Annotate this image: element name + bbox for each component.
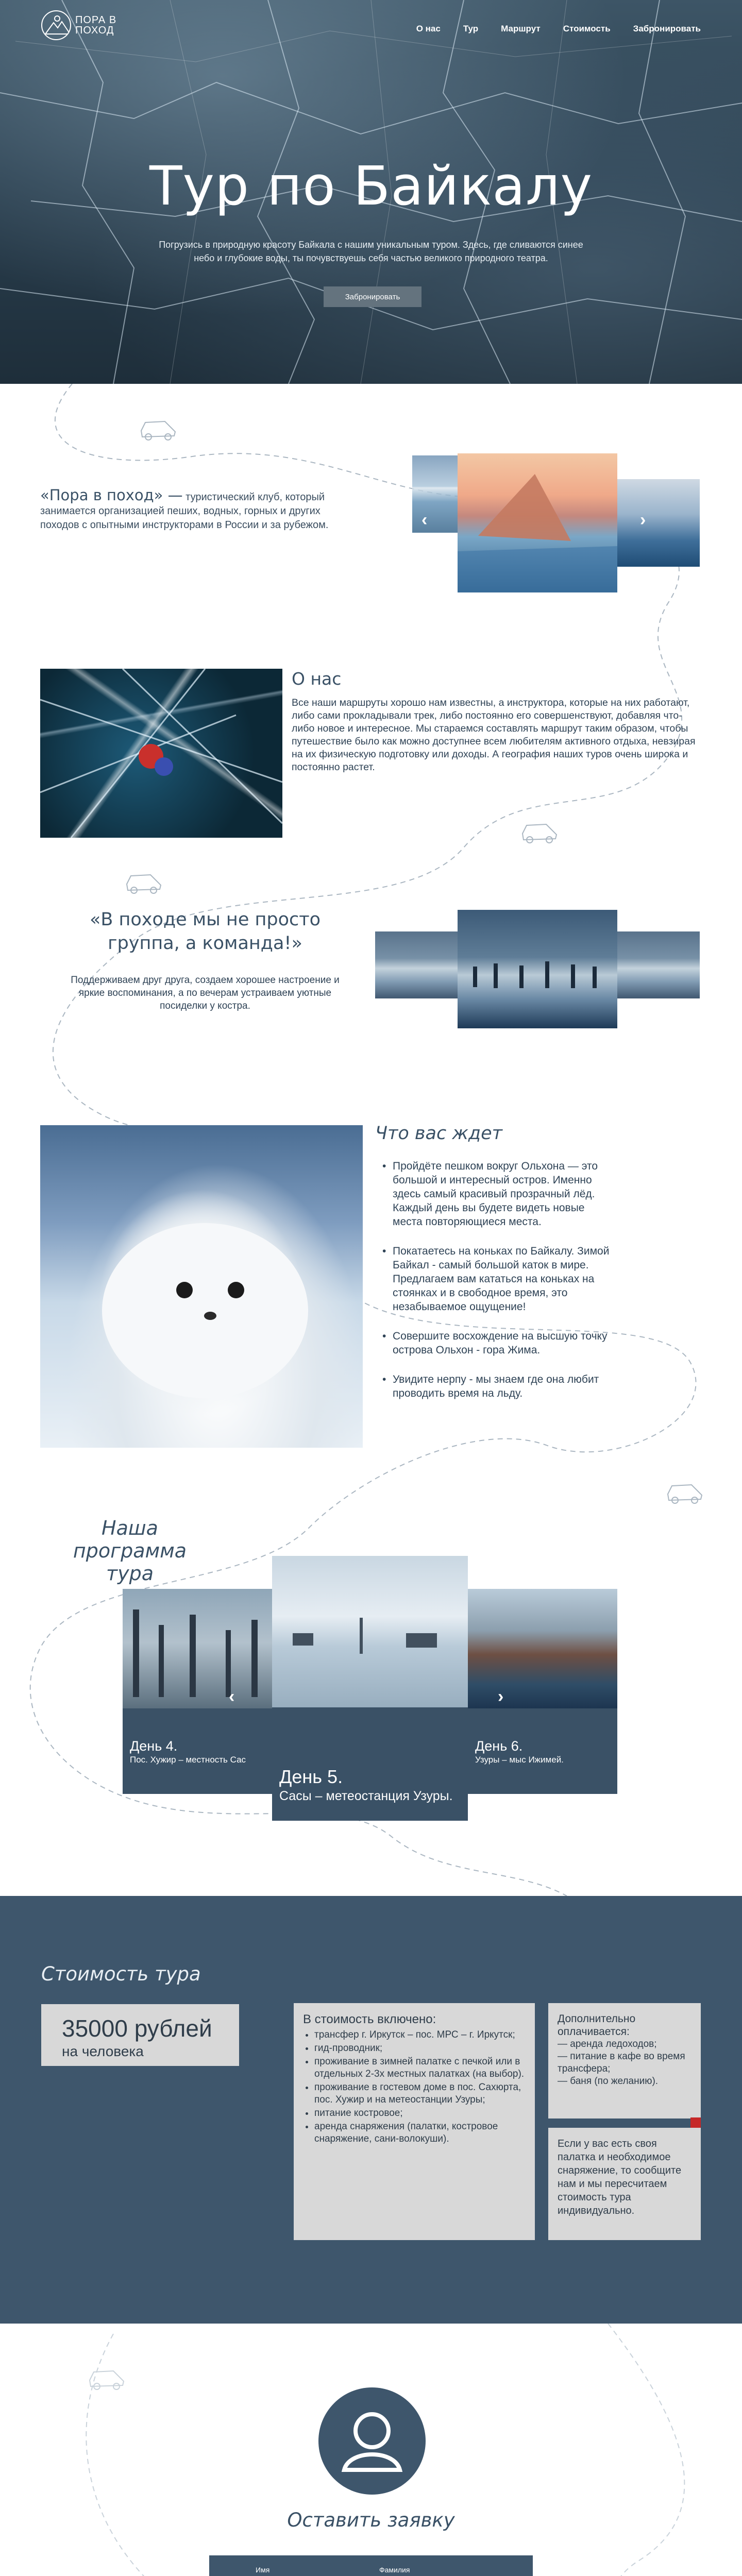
logo-line-2: ПОХОД [75, 25, 114, 36]
program-card-photo [123, 1589, 272, 1708]
nav-price[interactable]: Стоимость [563, 24, 611, 33]
team-title: «В походе мы не просто группа, а команда!» [89, 909, 321, 954]
program-title-line-2: тура [106, 1562, 154, 1585]
hero-book-button[interactable]: Забронировать [324, 286, 421, 307]
expect-list [381, 1159, 615, 1416]
hero-section [0, 0, 742, 384]
expect-item: • Увидите нерпу - мы знаем где она любит проводить время на льду. [381, 1372, 615, 1400]
slider-photo-right [617, 479, 700, 567]
jeep-icon-3 [124, 869, 164, 894]
program-card-day: День 4. [130, 1738, 178, 1754]
nav-about[interactable]: О нас [416, 24, 441, 33]
form-title: Оставить заявку [287, 2509, 455, 2531]
slider-photo-main [458, 453, 617, 592]
about-title: О нас [292, 669, 342, 689]
intro-text [40, 488, 349, 532]
intro-lead: «Пора в поход» — [40, 486, 183, 504]
request-form [209, 2555, 533, 2576]
jeep-icon [138, 415, 178, 441]
team-text: Поддерживаем друг друга, создаем хорошее настроение и яркие воспоминания, а по вечерам устраиваем уютные посиделки у костра. [71, 975, 340, 1011]
about-text: Все наши маршруты хорошо нам известны, а инструктора, которые на них работают, либо сами прокладывали трек, либо постоянно его совершенствуют, добавляя что-либо новое и интересное. Мы стараемся составлять маршрут таким образом, чтобы путешествие было как можно доступнее всем любителям активного отдыха, невзирая на их физическую подготовку или доходы. А география наших туров очень широка и постоянно растет. [292, 697, 696, 773]
logo-text [75, 15, 116, 36]
program-card-desc: Сасы – метеостанция Узуры. [279, 1789, 453, 1803]
slider-next-arrow[interactable]: › [640, 510, 646, 530]
about-photo [40, 669, 282, 838]
price-included-title: В стоимость включено: [303, 2012, 436, 2026]
price-per: на человека [62, 2043, 144, 2059]
extra-item: — питание в кафе во время трансфера; [558, 2051, 685, 2074]
program-card-day-4 [123, 1589, 272, 1794]
program-title [42, 1517, 217, 1585]
program-card-desc: Пос. Хужир – местность Сас [130, 1755, 246, 1765]
extra-item: — баня (по желанию). [558, 2076, 659, 2087]
nav-book[interactable]: Забронировать [633, 24, 701, 33]
price-note-box: Если у вас есть своя палатка и необходимое снаряжение, то сообщите нам и мы пересчитаем стоимость тура индивидуально. [548, 2128, 701, 2240]
price-included-box [294, 2003, 535, 2240]
included-item: • питание костровое; [314, 2107, 526, 2120]
included-item: • проживание в гостевом доме в пос. Сахюрта, пос. Хужир и на метеостанции Узуры; [314, 2081, 526, 2106]
logo[interactable] [41, 10, 116, 40]
expect-item: • Совершите восхождение на высшую точку острова Ольхон - гора Жима. [381, 1329, 615, 1357]
nav-route[interactable]: Маршрут [501, 24, 541, 33]
slider-prev-arrow[interactable]: ‹ [421, 510, 428, 530]
price-extra-title: Дополнительно оплачивается: [558, 2013, 636, 2038]
program-card-photo [272, 1556, 468, 1707]
seal-photo [40, 1125, 363, 1448]
program-prev-arrow[interactable]: ‹ [229, 1687, 235, 1706]
intro-body: туристический клуб, который занимается организацией пеших, водных, горных и других походов с опытными инструкторами в России и за рубежом. [40, 492, 329, 531]
name-field[interactable]: Имя [256, 2566, 359, 2576]
main-nav [416, 24, 701, 34]
jeep-icon-2 [519, 818, 560, 844]
program-card-day-6 [468, 1589, 617, 1794]
program-card-day: День 6. [475, 1738, 523, 1754]
included-item: • трансфер г. Иркутск – пос. МРС – г. Иркутск; [314, 2029, 526, 2041]
extra-item: — аренда ледоходов; [558, 2039, 657, 2049]
program-card-day-5 [272, 1556, 468, 1821]
price-extra-box [548, 2003, 701, 2119]
program-card-day: День 5. [279, 1766, 343, 1787]
hero-subtitle: Погрузись в природную красоту Байкала с нашим уникальным туром. Здесь, где сливаются синее небо и глубокие воды, ты почувствуешь себя частью великого природного театра. [159, 240, 583, 263]
team-photo-left [375, 931, 458, 998]
jeep-icon-5 [87, 2365, 127, 2391]
included-item: • проживание в зимней палатке с печкой или в отдельных 2-3х местных палатках (на выбор). [314, 2056, 526, 2080]
included-item: • аренда снаряжения (палатки, костровое снаряжение, сани-волокуши). [314, 2121, 526, 2145]
expect-item: • Покатаетесь на коньках по Байкалу. Зимой Байкал - самый большой каток в мире. Предлагаем вам кататься на коньках на стоянках и в свободное время, это незабываемое ощущение! [381, 1244, 615, 1314]
user-avatar-icon [318, 2387, 426, 2495]
expect-item: • Пройдёте пешком вокруг Ольхона — это большой и интересный остров. Именно здесь самый красивый прозрачный лёд. Каждый день вы будете видеть новые места повторяющиеся места. [381, 1159, 615, 1229]
hero-title: Тур по Байкалу [149, 155, 593, 217]
team-photo-main [458, 910, 617, 1028]
surname-field[interactable]: Фамилия [379, 2566, 487, 2576]
included-item: • гид-проводник; [314, 2042, 526, 2055]
logo-mountain-icon [41, 10, 71, 40]
program-card-photo [468, 1589, 617, 1708]
nav-tour[interactable]: Тур [463, 24, 479, 33]
jeep-icon-4 [665, 1479, 705, 1504]
team-photo-right [617, 931, 700, 998]
price-amount: 35000 рублей [62, 2015, 212, 2042]
program-card-desc: Узуры – мыс Ижимей. [475, 1755, 564, 1765]
price-section [0, 1896, 742, 2324]
logo-line-1: ПОРА В [75, 14, 117, 26]
price-title: Стоимость тура [41, 1963, 201, 1985]
price-amount-box [41, 2004, 239, 2066]
slider-photo-left [412, 455, 459, 533]
expect-title: Что вас ждет [375, 1123, 503, 1144]
program-next-arrow[interactable]: › [498, 1687, 504, 1706]
program-title-line-1: Наша программа [73, 1517, 187, 1562]
